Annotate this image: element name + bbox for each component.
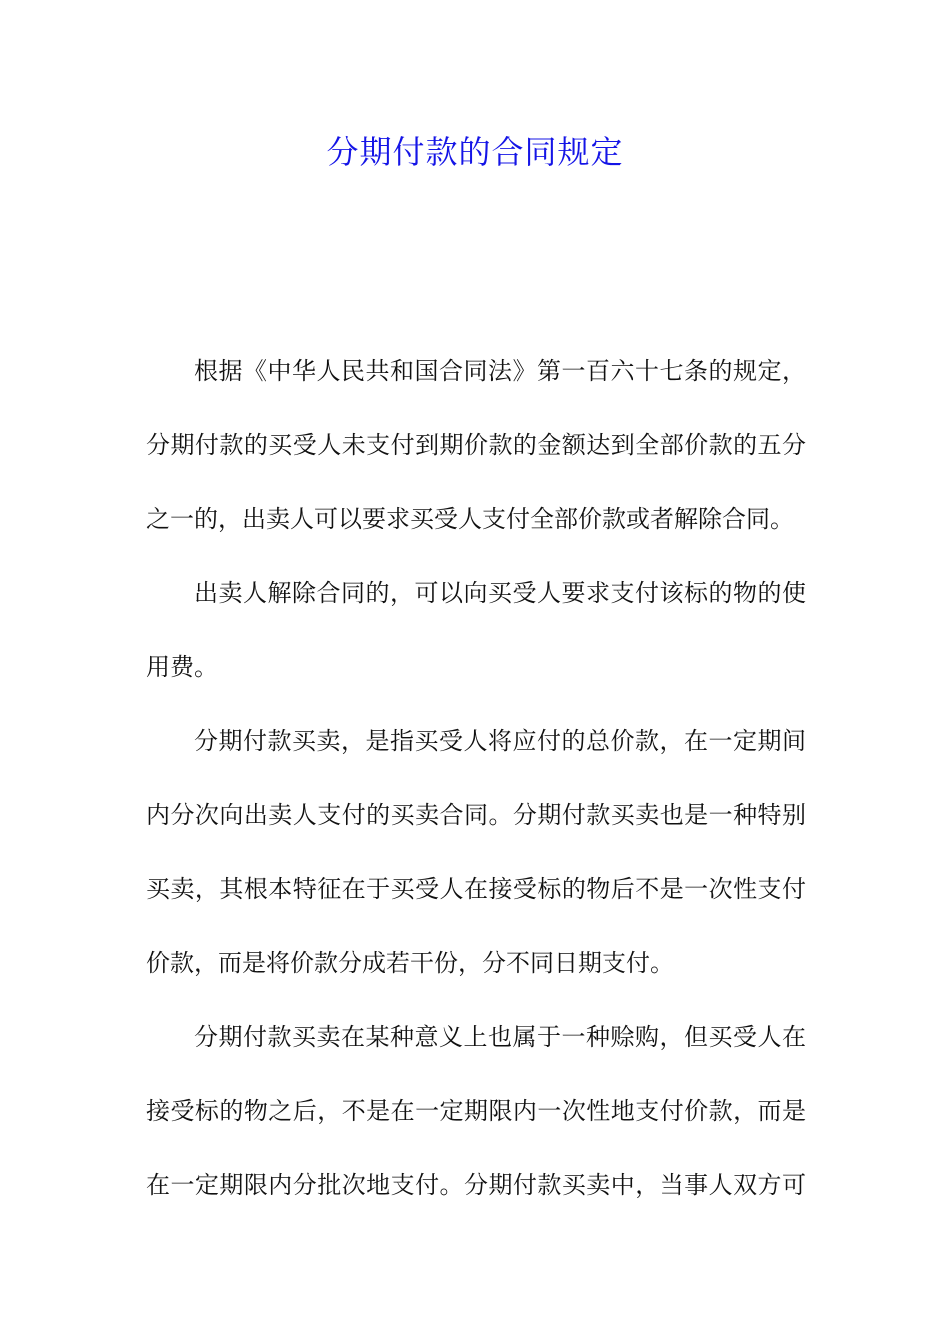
paragraph-3-line-1: 分期付款买卖，是指买受人将应付的总价款，在一定期间 <box>194 727 806 755</box>
paragraph-3-line-4: 价款，而是将价款分成若干份，分不同日期支付。 <box>146 949 674 977</box>
paragraph-3-line-2: 内分次向出卖人支付的买卖合同。分期付款买卖也是一种特别 <box>146 801 806 829</box>
paragraph-3-line-3: 买卖，其根本特征在于买受人在接受标的物后不是一次性支付 <box>146 875 806 903</box>
paragraph-1-line-3: 之一的，出卖人可以要求买受人支付全部价款或者解除合同。 <box>146 505 794 533</box>
paragraph-4-line-1: 分期付款买卖在某种意义上也属于一种赊购，但买受人在 <box>194 1023 806 1051</box>
document-title: 分期付款的合同规定 <box>326 133 624 171</box>
paragraph-4-line-2: 接受标的物之后，不是在一定期限内一次性地支付价款，而是 <box>146 1097 806 1125</box>
paragraph-1-line-2: 分期付款的买受人未支付到期价款的金额达到全部价款的五分 <box>146 431 806 459</box>
paragraph-4-line-3: 在一定期限内分批次地支付。分期付款买卖中，当事人双方可 <box>146 1171 806 1199</box>
paragraph-2-line-2: 用费。 <box>146 653 218 681</box>
document-body <box>146 334 806 1222</box>
paragraph-1-line-1: 根据《中华人民共和国合同法》第一百六十七条的规定， <box>194 357 806 385</box>
paragraph-2-line-1: 出卖人解除合同的，可以向买受人要求支付该标的物的使 <box>194 579 806 607</box>
